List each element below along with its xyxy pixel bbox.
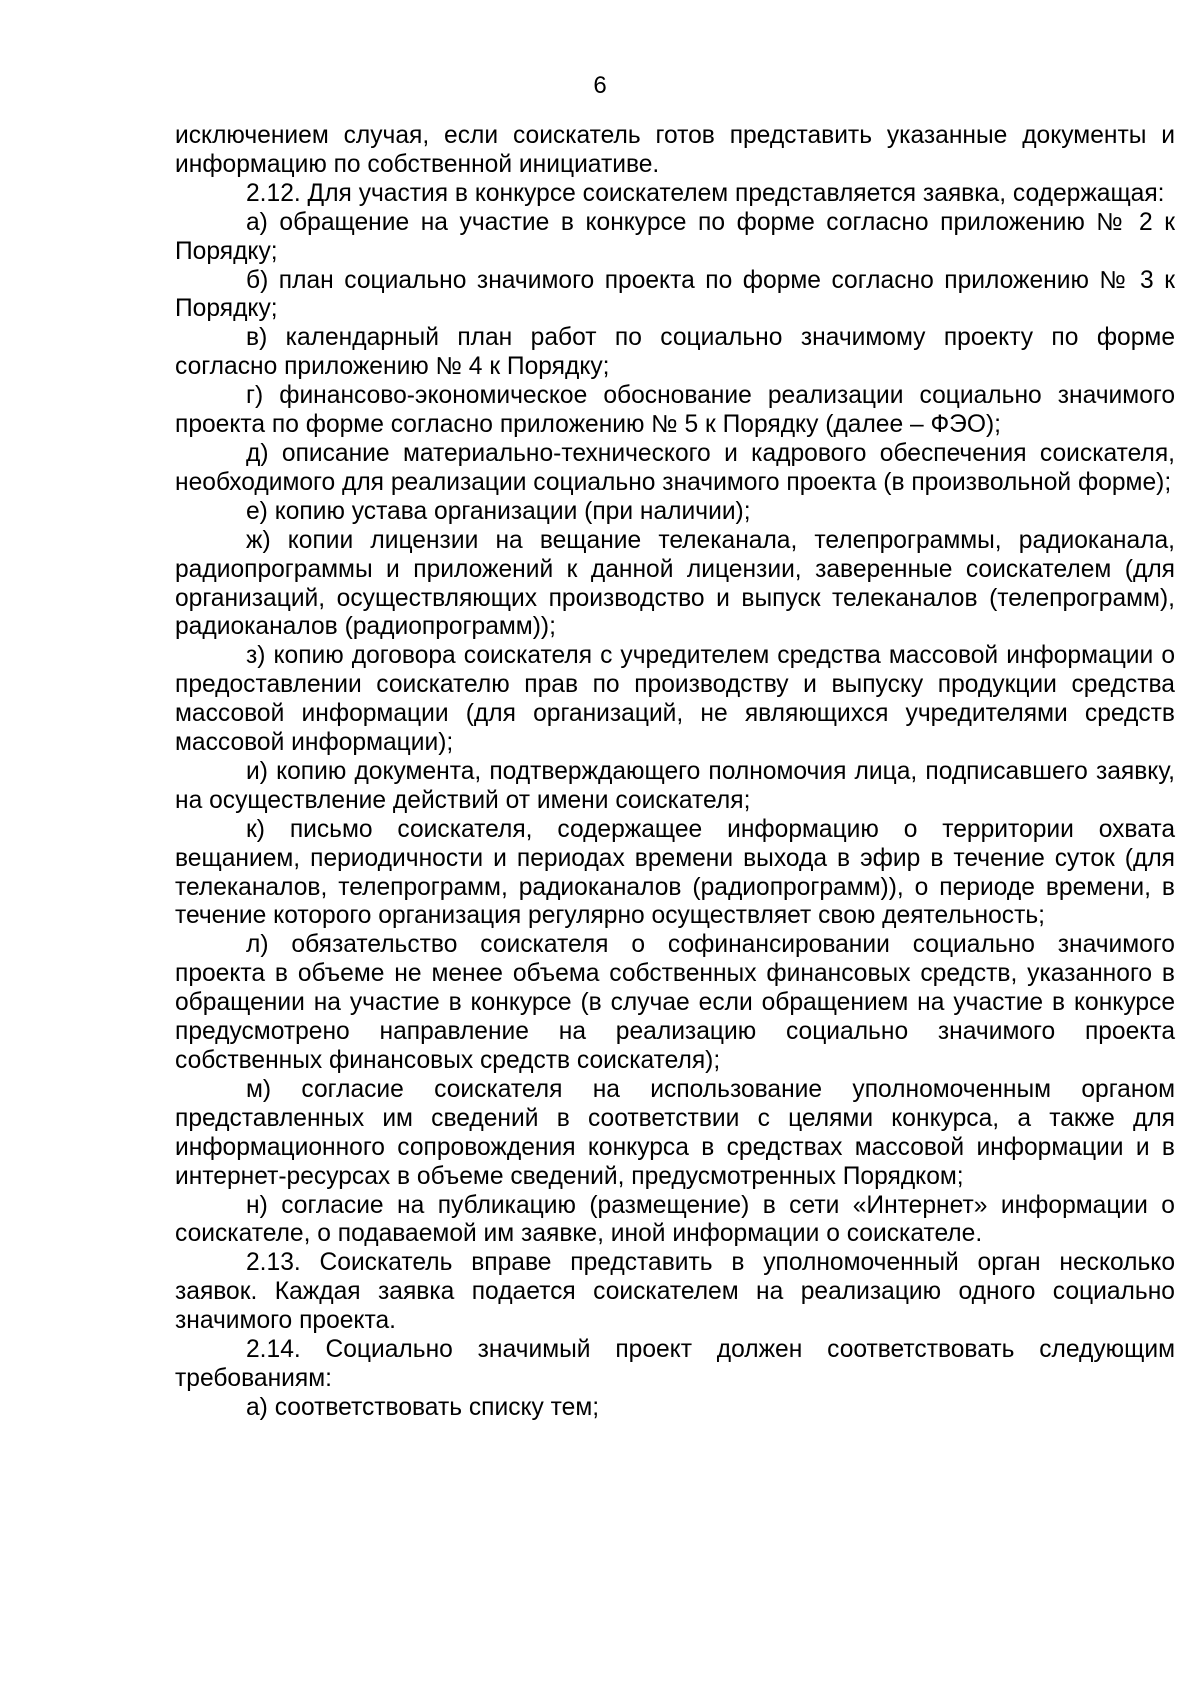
paragraph: м) согласие соискателя на использование уполномоченным органом представленных им сведений в соответствии с целями конкурса, а также для информационного сопровождения конкурса в средствах массовой информации и в интернет-ресурсах в объеме сведений, предусмотренных Порядком; — [175, 1075, 1175, 1190]
paragraph: б) план социально значимого проекта по форме согласно приложению № 3 к Порядку; — [175, 266, 1175, 323]
paragraph: а) соответствовать списку тем; — [246, 1393, 600, 1421]
document-body — [175, 122, 1175, 1423]
paragraph: и) копию документа, подтверждающего полномочия лица, подписавшего заявку, на осуществление действий от имени соискателя; — [175, 757, 1175, 814]
paragraph: ж) копии лицензии на вещание телеканала, телепрограммы, радиоканала, радиопрограммы и приложений к данной лицензии, заверенные соискателем (для организаций, осуществляющих производство и выпуск телеканалов (телепрограмм), радиоканалов (радиопрограмм)); — [175, 526, 1175, 641]
paragraph: 2.14. Социально значимый проект должен соответствовать следующим требованиям: — [175, 1336, 1175, 1392]
paragraph: исключением случая, если соискатель готов представить указанные документы и информацию по собственной инициативе. — [175, 122, 1175, 178]
paragraph: д) описание материально-технического и кадрового обеспечения соискателя, необходимого для реализации социально значимого проекта (в произвольной форме); — [175, 439, 1175, 496]
paragraph: 2.13. Соискатель вправе представить в уполномоченный орган несколько заявок. Каждая заявка подается соискателем на реализацию одного социально значимого проекта. — [175, 1249, 1175, 1335]
paragraph: в) календарный план работ по социально значимому проекту по форме согласно приложению № 4 к Порядку; — [175, 324, 1175, 381]
paragraph: а) обращение на участие в конкурсе по форме согласно приложению № 2 к Порядку; — [175, 208, 1175, 265]
paragraph: г) финансово-экономическое обоснование реализации социально значимого проекта по форме согласно приложению № 5 к Порядку (далее – ФЭО); — [175, 382, 1175, 439]
page-number: 6 — [593, 72, 607, 99]
paragraph: е) копию устава организации (при наличии); — [246, 497, 751, 525]
paragraph: н) согласие на публикацию (размещение) в сети «Интернет» информации о соискателе, о подаваемой им заявке, иной информации о соискателе. — [175, 1191, 1175, 1248]
paragraph: з) копию договора соискателя с учредителем средства массовой информации о предоставлении соискателю прав по производству и выпуску продукции средства массовой информации (для организаций, не являющихся учредителями средств массовой информации); — [175, 642, 1175, 757]
paragraph: к) письмо соискателя, содержащее информацию о территории охвата вещанием, периодичности и периодах времени выхода в эфир в течение суток (для телеканалов, телепрограмм, радиоканалов (радиопрограмм)), о периоде времени, в течение которого организация регулярно осуществляет свою деятельность; — [175, 815, 1175, 930]
paragraph: 2.12. Для участия в конкурсе соискателем представляется заявка, содержащая: — [246, 179, 1165, 207]
paragraph: л) обязательство соискателя о софинансировании социально значимого проекта в объеме не менее объема собственных финансовых средств, указанного в обращении на участие в конкурсе (в случае если обращением на участие в конкурсе предусмотрено направление на реализацию социально значимого проекта собственных финансовых средств соискателя); — [175, 931, 1175, 1074]
